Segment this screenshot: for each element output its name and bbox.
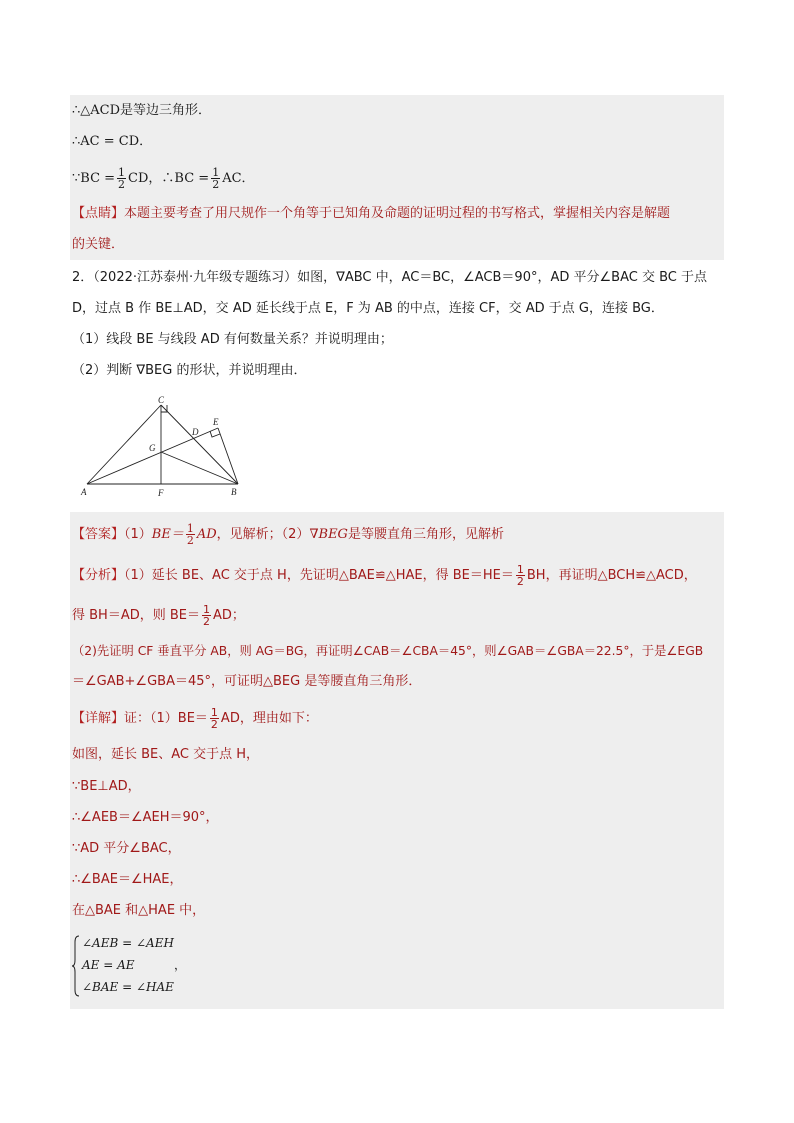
dianjing-tag: 【点睛】 [72, 206, 125, 221]
problem-line-2: D，过点 B 作 BE⊥AD，交 AD 延长线于点 E，F 为 AB 的中点，连接 CF，交 AD 于点 G，连接 BG． [72, 301, 664, 316]
system-comma: ， [174, 958, 187, 972]
equation-3: ∠BAE = ∠HAE [82, 980, 174, 994]
detail-line-6: ∴∠BAE＝∠HAE， [72, 872, 183, 887]
analysis-line-1: 【分析】（1）延长 BE、AC 交于点 H，先证明△BAE≌△HAE，得 BE＝HE＝ $\frac{1}{2}$ BH，再证明△BCH≌△ACD， [72, 563, 697, 588]
analysis-line-2: 得 BH＝AD，则 BE＝ $\frac{1}{2}$ AD； [72, 603, 245, 628]
label-c: C [158, 395, 165, 405]
detail-line-2: 如图，延长 BE、AC 交于点 H， [72, 747, 260, 762]
detail-line-1: 【详解】证：（1）BE＝ $\frac{1}{2}$ AD，理由如下： [72, 706, 318, 731]
detail-line-7: 在△BAE 和△HAE 中， [72, 903, 206, 918]
geometry-figure [76, 392, 256, 502]
detail-tag: 【详解】 [72, 711, 125, 726]
label-d: D [192, 427, 199, 437]
analysis-tag: 【分析】 [72, 568, 125, 583]
fraction-half: $\frac{1}{2}$ [118, 166, 126, 191]
detail-line-5: ∵AD 平分∠BAC， [72, 841, 181, 856]
fraction-half: $\frac{1}{2}$ [186, 522, 194, 547]
detail-line-4: ∴∠AEB＝∠AEH＝90°， [72, 810, 219, 825]
analysis-line-3: （2)先证明 CF 垂直平分 AB，则 AG＝BG，再证明∠CAB＝∠CBA＝45°，则∠GAB＝∠GBA＝22.5°，于是∠EGB [72, 644, 704, 658]
label-e: E [213, 417, 219, 427]
answer-line: 【答案】（1）BE＝ $\frac{1}{2}$ AD，见解析；（2）∇BEG是等腰直角三角形，见解析 [72, 522, 504, 547]
label-a: A [81, 487, 87, 497]
line-bc-frac: ∵BC = $\frac{1}{2}$ CD，∴BC = $\frac{1}{2}$ AC． [72, 166, 255, 191]
detail-line-3: ∵BE⊥AD， [72, 779, 141, 794]
equation-2: AE = AE [82, 958, 135, 972]
question-2: （2）判断 ∇BEG 的形状，并说明理由． [72, 363, 307, 378]
fraction-half: $\frac{1}{2}$ [212, 166, 220, 191]
fraction-half: $\frac{1}{2}$ [516, 563, 524, 588]
line-ac-cd: ∴AC = CD． [72, 134, 153, 149]
answer-tag: 【答案】 [72, 527, 125, 542]
fraction-half: $\frac{1}{2}$ [210, 706, 218, 731]
left-brace [72, 934, 80, 998]
question-1: （1）线段 BE 与线段 AD 有何数量关系？并说明理由； [72, 332, 393, 347]
fraction-half: $\frac{1}{2}$ [203, 603, 210, 628]
dianjing-line: 【点睛】本题主要考查了用尺规作一个角等于已知角及命题的证明过程的书写格式，掌握相关内容是解题 [72, 206, 671, 221]
analysis-line-4: ＝∠GAB+∠GBA＝45°，可证明△BEG 是等腰直角三角形． [72, 674, 422, 689]
dianjing-cont: 的关键． [72, 237, 125, 252]
label-b: B [231, 487, 237, 497]
label-g: G [149, 443, 156, 453]
equation-1: ∠AEB = ∠AEH [82, 936, 174, 950]
label-f: F [158, 488, 164, 498]
problem-line-1: 2．（2022·江苏泰州·九年级专题练习）如图，∇ABC 中，AC＝BC，∠ACB＝90°，AD 平分∠BAC 交 BC 于点 [72, 270, 707, 285]
line-triangle-acd: ∴△ACD是等边三角形． [72, 103, 212, 118]
